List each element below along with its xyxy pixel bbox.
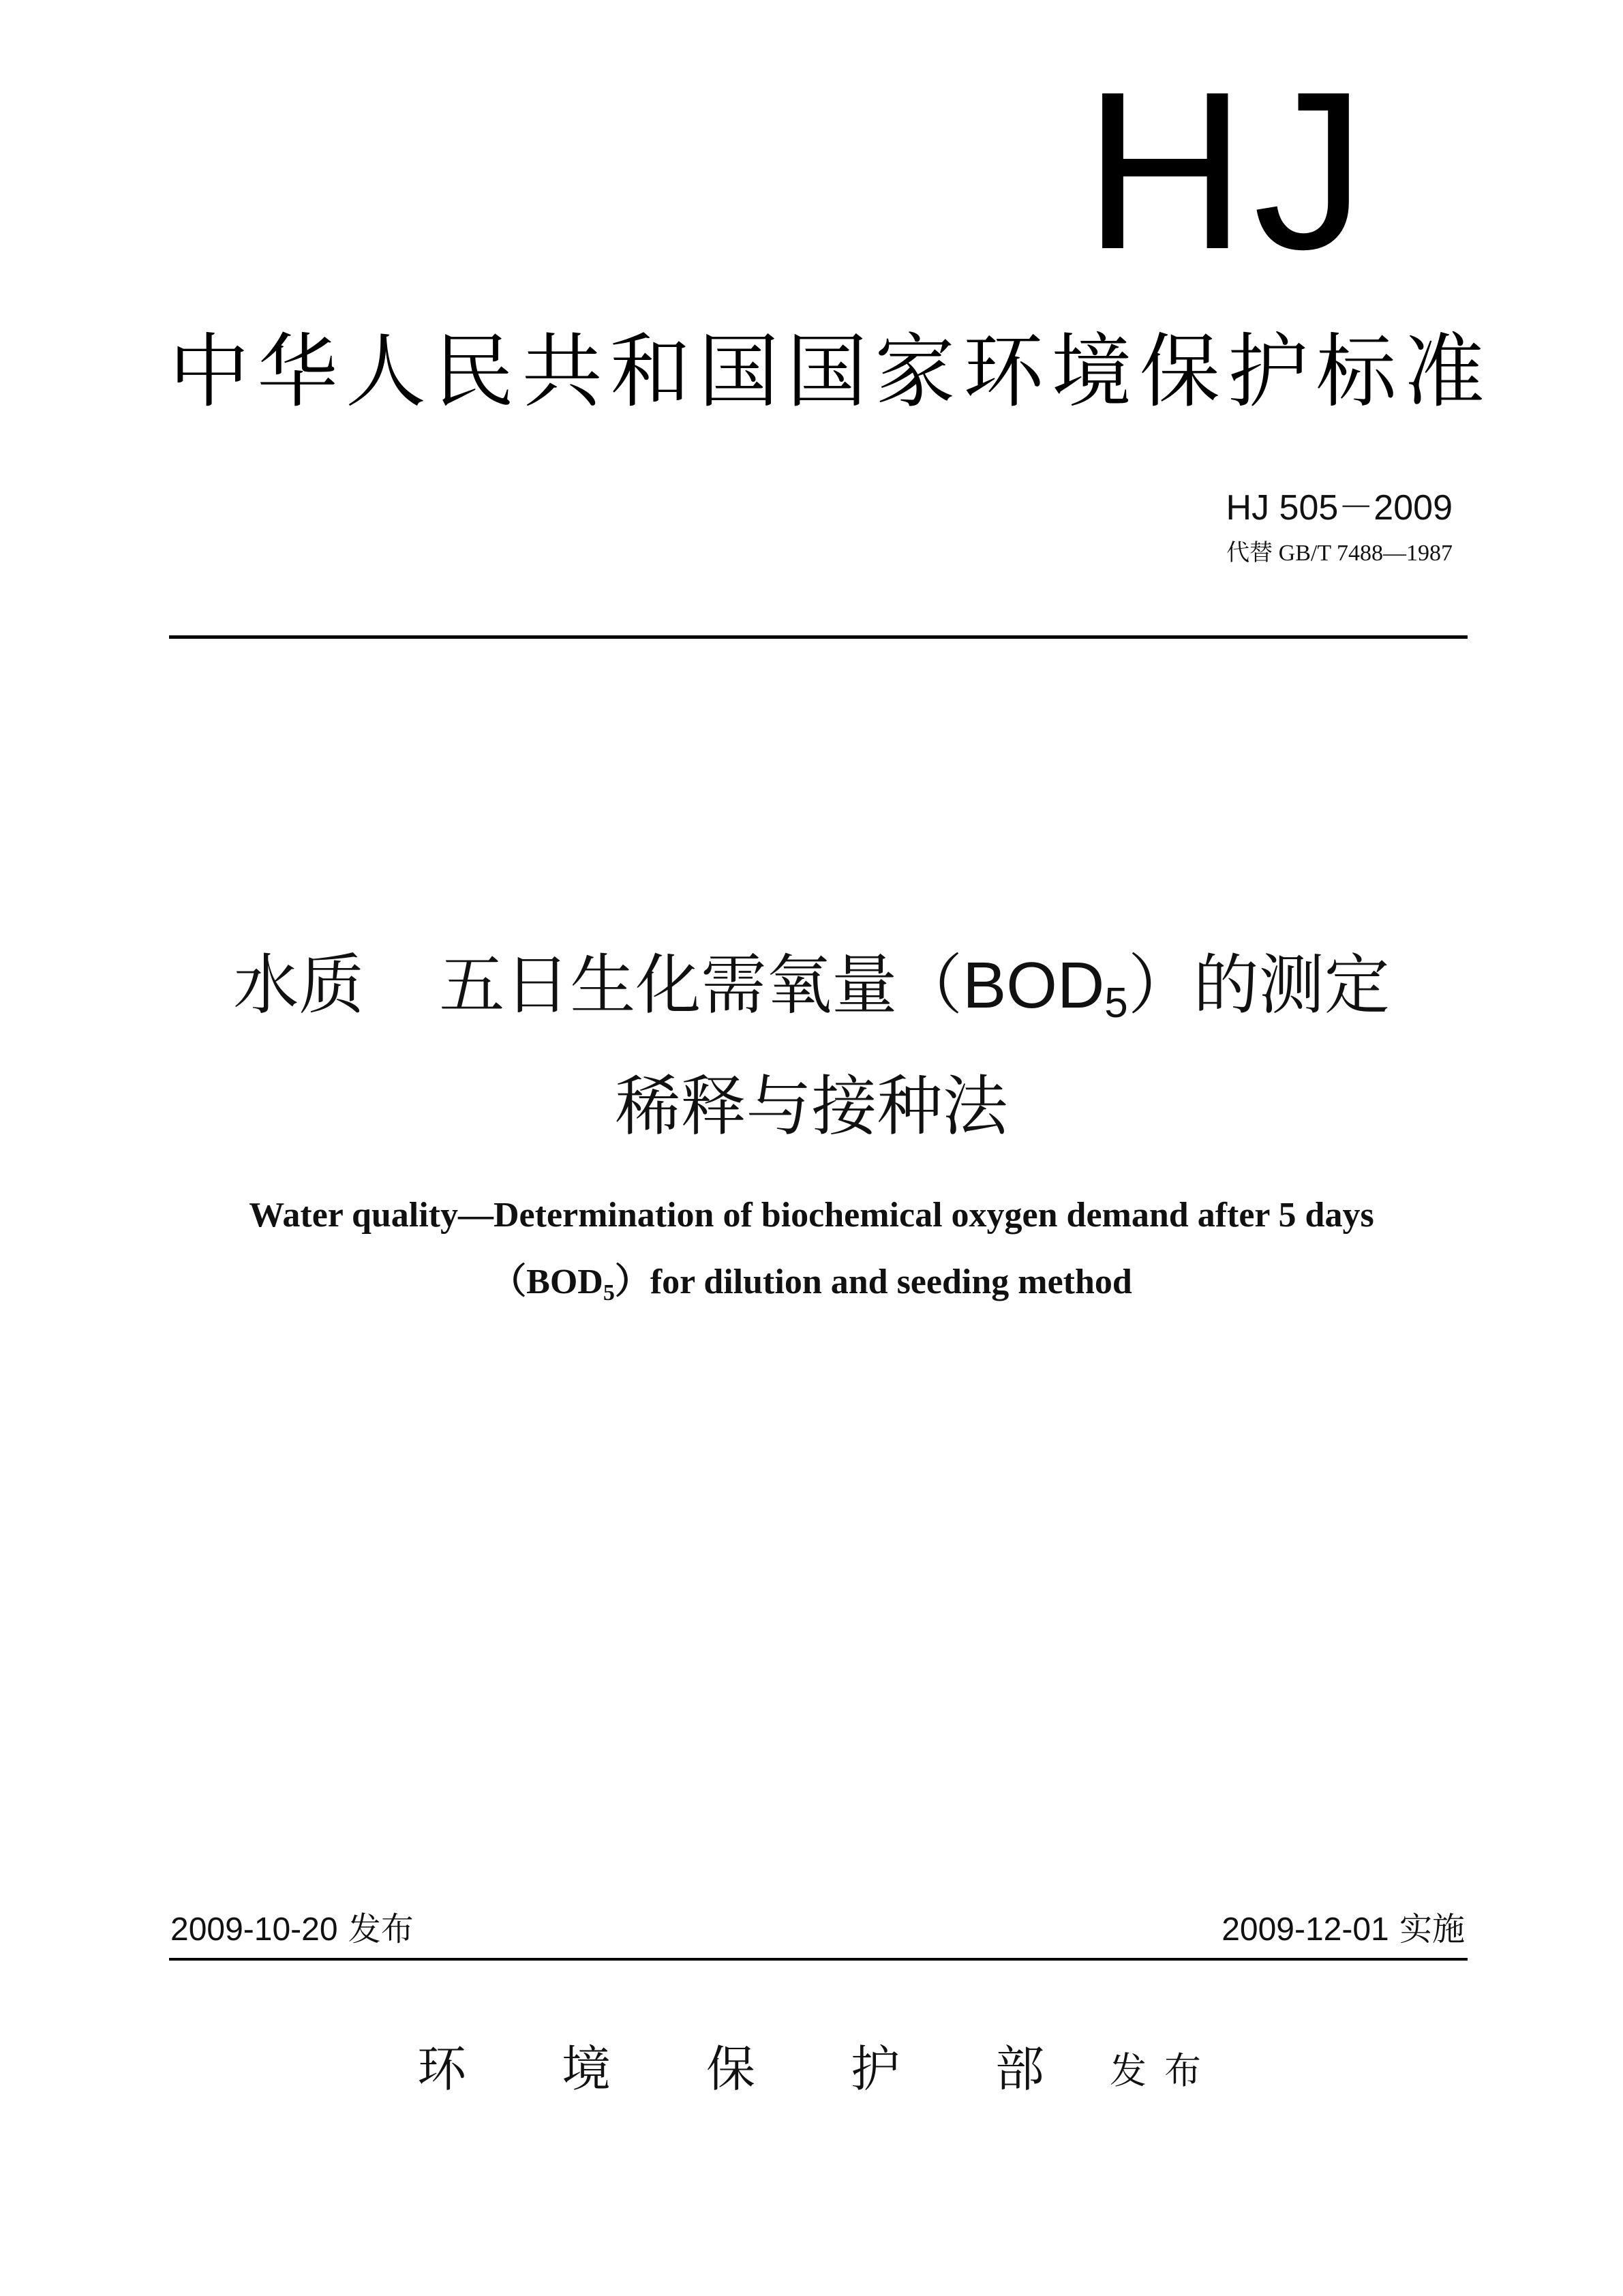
title-suffix: ）的测定 (1127, 947, 1390, 1023)
chinese-title-line-1 (0, 944, 1623, 1044)
implement-date (1222, 1909, 1465, 1950)
replaces-standard: 代替 GB/T 7488—1987 (1226, 541, 1453, 566)
english-title-bod-subscript: 5 (603, 1280, 615, 1305)
standard-number: HJ 505－2009 (1226, 488, 1453, 528)
issuer-suffix: 发布 (1110, 2049, 1219, 2092)
chinese-title-line-2: 稀释与接种法 (615, 1068, 1008, 1145)
implement-label: 实施 (1399, 1910, 1465, 1948)
publish-date-value: 2009-10-20 (170, 1912, 338, 1948)
title-main: 五日生化需氧量（ (439, 947, 963, 1023)
issuer-name: 环境保护部 (417, 2040, 1140, 2098)
title-bod-subscript: 5 (1104, 980, 1128, 1027)
publish-label: 发布 (348, 1910, 414, 1948)
title-prefix: 水质 (233, 947, 365, 1023)
english-title-line-1: Water quality—Determination of biochemical oxygen demand after 5 days (249, 1196, 1374, 1235)
english-title-line-2 (0, 1260, 1623, 1316)
english-title-bod: （BOD (491, 1263, 603, 1301)
implement-date-value: 2009-12-01 (1222, 1912, 1389, 1948)
top-divider (169, 635, 1468, 639)
title-bod: BOD (962, 949, 1105, 1022)
english-title-rest: ）for dilution and seeding method (614, 1263, 1132, 1301)
hj-logo: HJ (1084, 44, 1373, 296)
bottom-divider (169, 1958, 1468, 1961)
publish-date (170, 1909, 414, 1950)
organization-title: 中华人民共和国国家环境保护标准 (169, 324, 1485, 419)
